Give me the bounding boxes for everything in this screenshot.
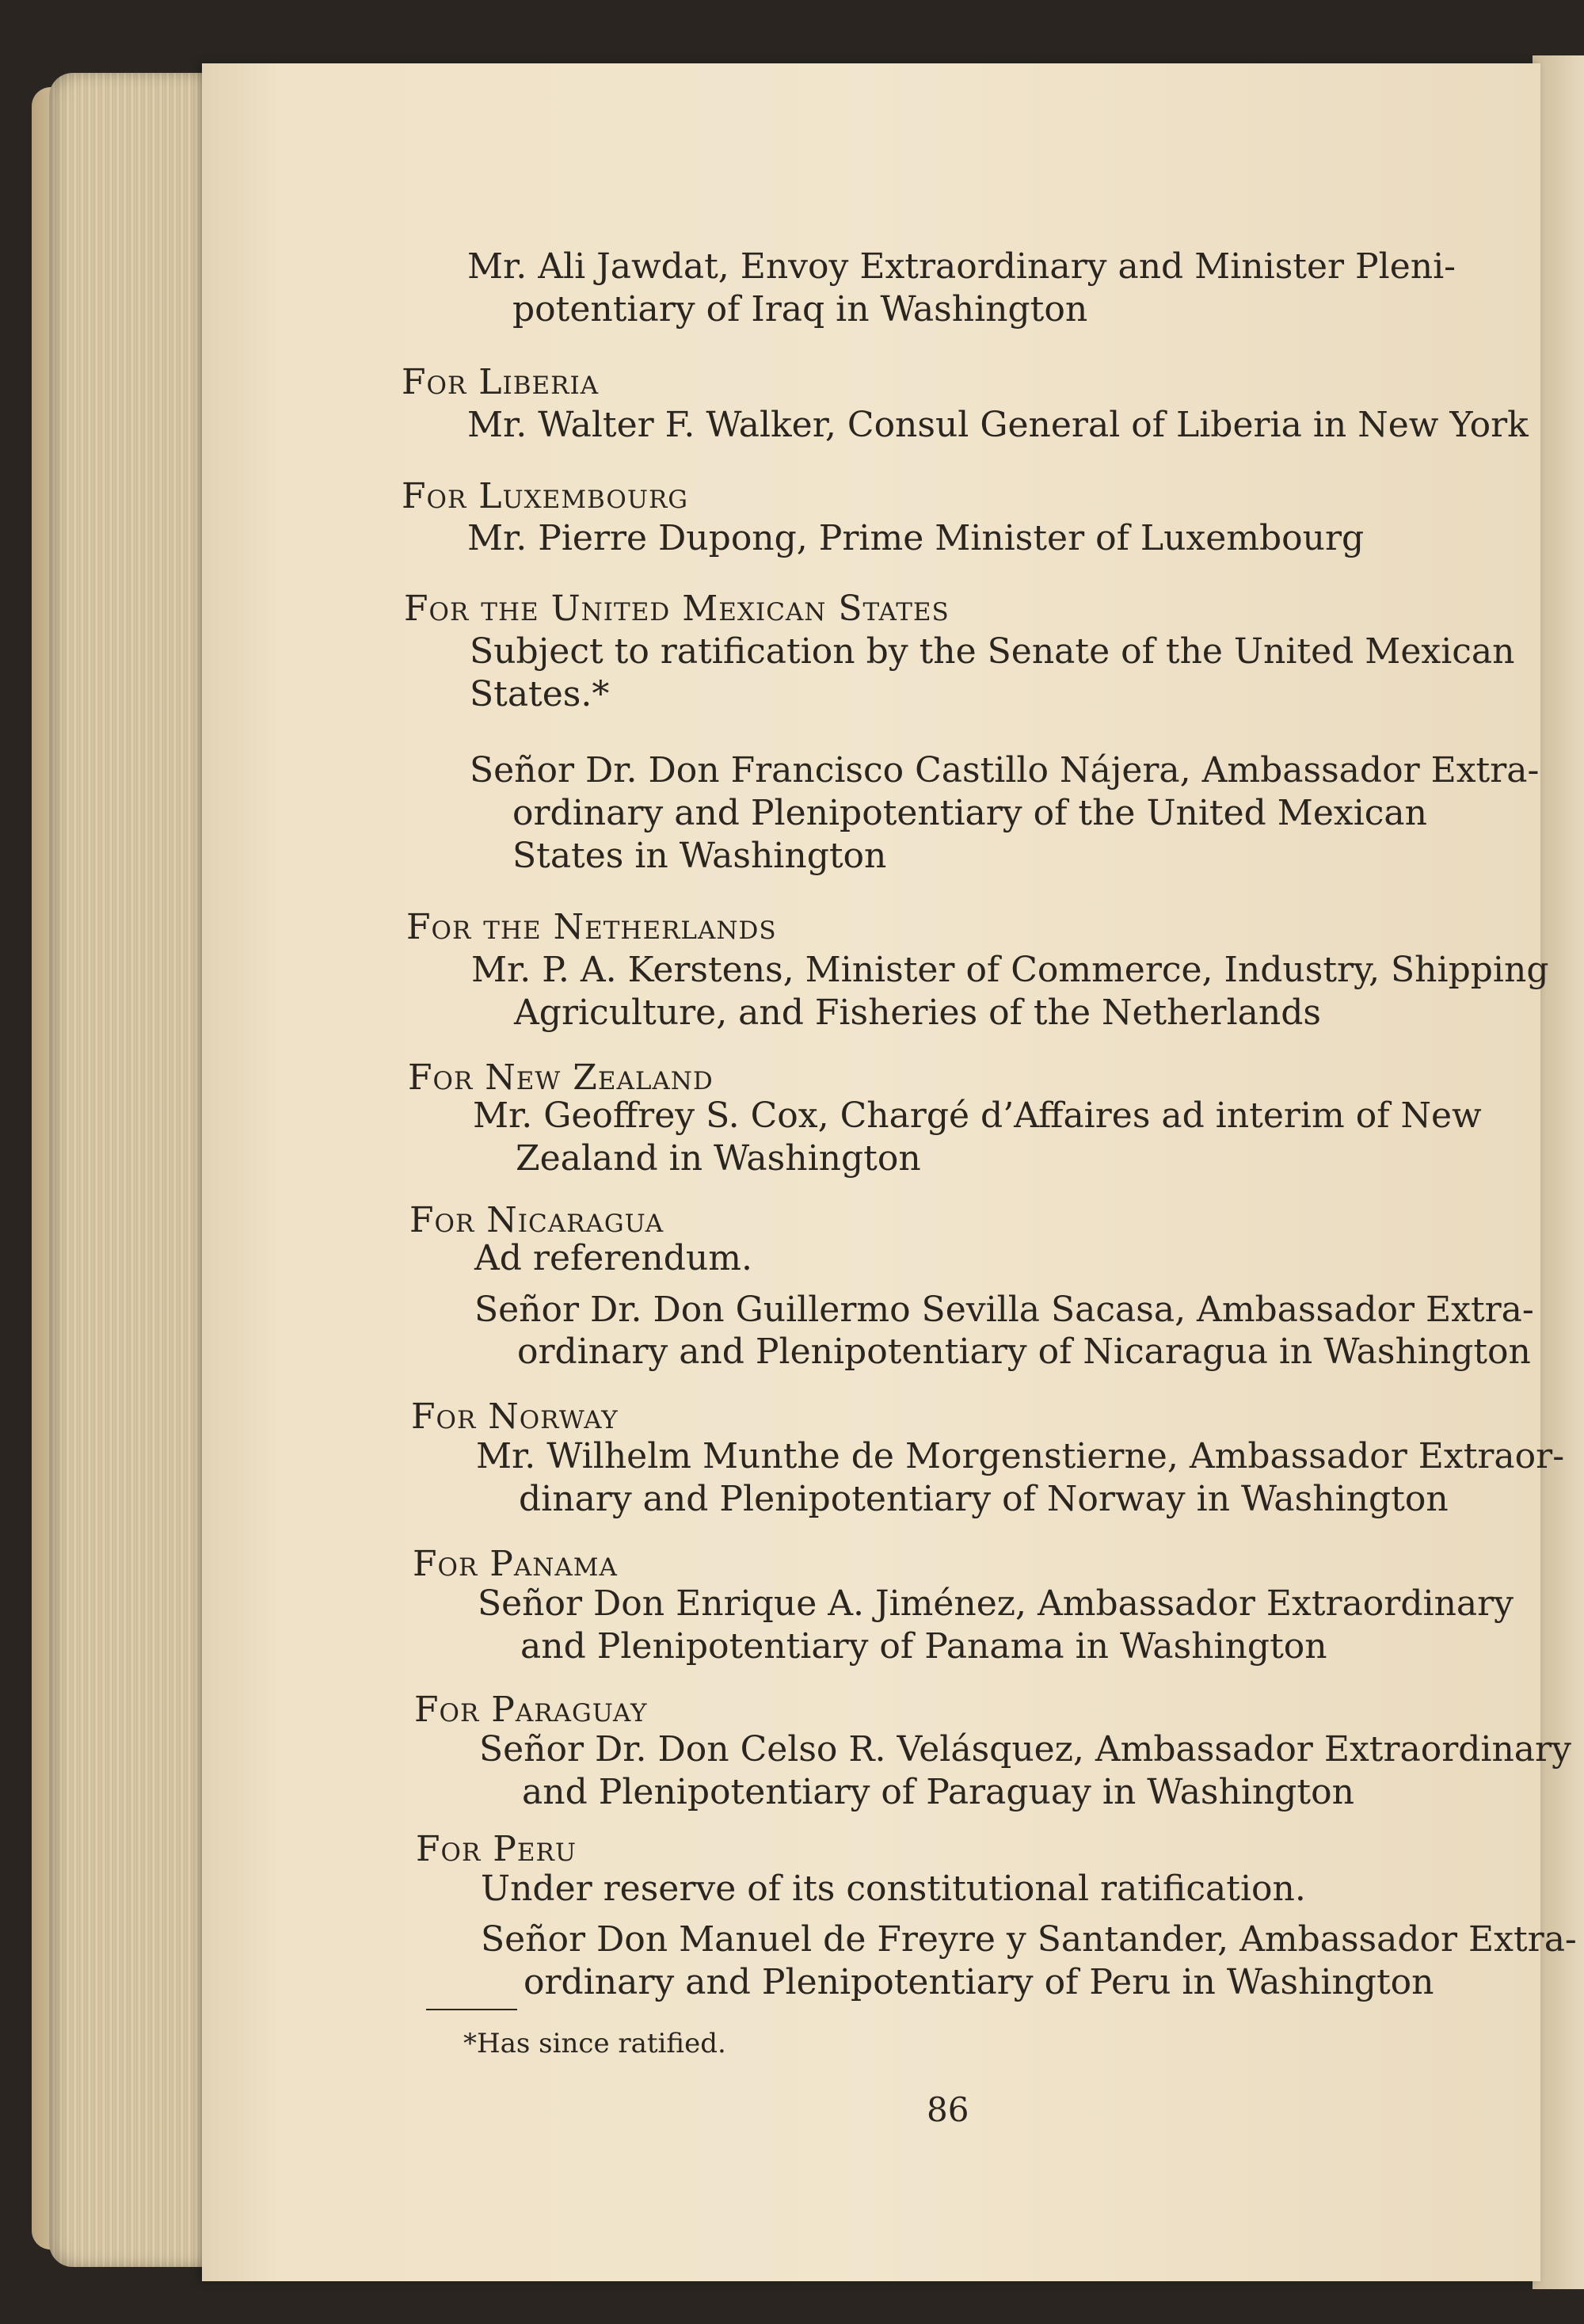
country-heading: For the United Mexican States [404, 589, 950, 629]
country-heading: For Liberia [402, 362, 600, 402]
country-heading: For Norway [411, 1396, 619, 1437]
country-heading: For the Netherlands [406, 907, 777, 947]
text-line: Ad referendum. [474, 1238, 752, 1278]
text-line: and Plenipotentiary of Paraguay in Washington [522, 1772, 1354, 1812]
text-line: Zealand in Washington [516, 1138, 921, 1179]
text-line: ordinary and Plenipotentiary of Nicaragua in Washington [517, 1332, 1531, 1372]
text-line: Señor Don Manuel de Freyre y Santander, Ambassador Extra- [481, 1919, 1577, 1960]
text-line: dinary and Plenipotentiary of Norway in Washington [519, 1479, 1449, 1519]
footnote: *Has since ratified. [463, 2028, 726, 2059]
book-page [202, 63, 1577, 2281]
footnote-rule [426, 2009, 517, 2010]
text-line: Mr. Ali Jawdat, Envoy Extraordinary and Minister Pleni- [467, 246, 1456, 287]
text-line: ordinary and Plenipotentiary of Peru in Washington [524, 1962, 1434, 2002]
text-line: Señor Don Enrique A. Jiménez, Ambassador Extraordinary [478, 1583, 1514, 1624]
page-content [202, 63, 1577, 2281]
text-line: Under reserve of its constitutional ratification. [481, 1869, 1306, 1909]
text-line: Mr. P. A. Kerstens, Minister of Commerce, Industry, Shipping [471, 950, 1549, 990]
country-heading: For Paraguay [414, 1690, 648, 1730]
text-line: potentiary of Iraq in Washington [512, 289, 1088, 330]
text-line: and Plenipotentiary of Panama in Washington [520, 1626, 1327, 1667]
country-heading: For Peru [416, 1829, 577, 1869]
text-line: Señor Dr. Don Celso R. Velásquez, Ambassador Extraordinary [479, 1729, 1571, 1770]
country-heading: For Nicaragua [409, 1200, 664, 1240]
country-heading: For New Zealand [408, 1057, 714, 1098]
text-line: Mr. Wilhelm Munthe de Morgenstierne, Ambassador Extraor- [476, 1436, 1565, 1476]
country-heading: For Luxembourg [402, 476, 689, 516]
page-number: 86 [927, 2090, 969, 2129]
text-line: Agriculture, and Fisheries of the Netherlands [514, 992, 1321, 1033]
text-line: ordinary and Plenipotentiary of the United Mexican [512, 793, 1427, 833]
text-line: Mr. Pierre Dupong, Prime Minister of Luxembourg [467, 518, 1365, 558]
text-line: States.* [470, 674, 610, 714]
text-line: Señor Dr. Don Francisco Castillo Nájera, Ambassador Extra- [470, 750, 1540, 791]
text-line: Señor Dr. Don Guillermo Sevilla Sacasa, Ambassador Extra- [474, 1290, 1534, 1330]
country-heading: For Panama [413, 1544, 618, 1584]
text-line: Subject to ratification by the Senate of the United Mexican [470, 631, 1515, 672]
text-line: Mr. Walter F. Walker, Consul General of Liberia in New York [467, 405, 1529, 445]
text-line: States in Washington [512, 836, 887, 876]
text-line: Mr. Geoffrey S. Cox, Chargé d’Affaires ad interim of New [473, 1095, 1482, 1136]
